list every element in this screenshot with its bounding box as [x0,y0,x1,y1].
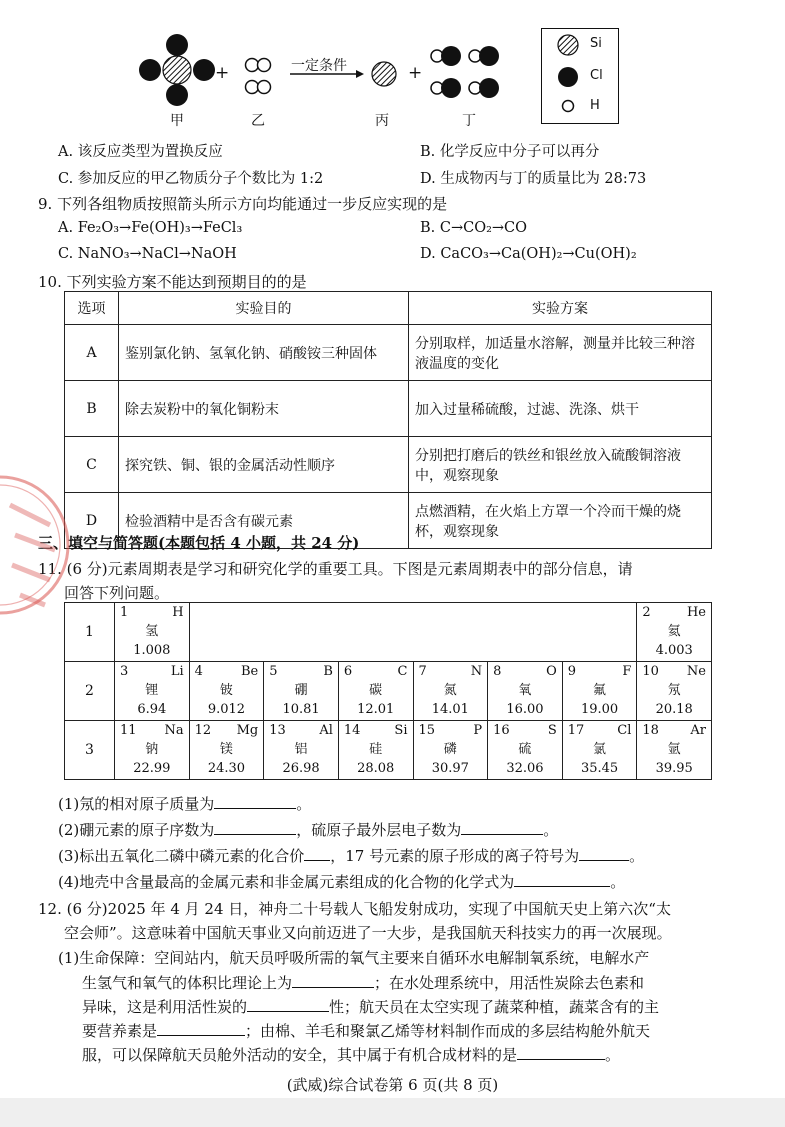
page-footer: (武威)综合试卷第 6 页(共 8 页) [286,1076,499,1094]
element-cell: 10 Ne 氖 20.18 [637,662,712,721]
q11-sub1: (1)氖的相对原子质量为 。 [58,795,312,813]
q8-option-d: D. 生成物丙与丁的质量比为 28:73 [420,171,647,187]
legend-cl-icon [558,67,578,87]
table-row [65,437,712,493]
viewer-bottom-bar [0,1098,785,1127]
row-option: A [65,325,119,381]
answer-blank[interactable] [247,997,329,1012]
element-cell: 15 P 磷 30.97 [413,721,488,780]
plus-sign-2: + [408,63,423,83]
period-number: 2 [65,662,115,721]
period-row-2 [65,662,712,721]
label-bing: 丙 [375,113,389,129]
answer-blank[interactable] [514,872,610,887]
q9-stem: 9. 下列各组物质按照箭头所示方向均能通过一步反应实现的是 [38,195,448,213]
row-purpose: 检验酒精中是否含有碳元素 [119,493,409,549]
answer-blank[interactable] [157,1021,245,1036]
header-option: 选项 [65,292,119,325]
answer-blank[interactable] [517,1045,605,1060]
element-cell: 3 Li 锂 6.94 [115,662,190,721]
q8-option-a: A. 该反应类型为置换反应 [58,144,223,160]
q9-option-d: D. CaCO₃→Ca(OH)₂→Cu(OH)₂ [420,246,637,262]
q12-line4: 生氢气和氧气的体积比理论上为 ；在水处理系统中，用活性炭除去色素和 [82,974,645,992]
row-option: B [65,381,119,437]
q11-sub2: (2)硼元素的原子序数为 ，硫原子最外层电子数为 。 [58,821,559,839]
row-plan: 分别把打磨后的铁丝和银丝放入硫酸铜溶液中，观察现象 [409,437,712,493]
answer-blank[interactable] [304,846,330,861]
element-cell: 7 N 氮 14.01 [413,662,488,721]
q11-stem-line1: 11. (6 分)元素周期表是学习和研究化学的重要工具。下图是元素周期表中的部分信息，请 [38,560,633,578]
answer-blank[interactable] [214,820,296,835]
q12-line6: 要营养素是 ；由棉、羊毛和聚氯乙烯等材料制作而成的多层结构舱外航天 [82,1022,651,1040]
period-row-1 [65,603,712,662]
element-cell: 4 Be 铍 9.012 [189,662,264,721]
molecule-ding [431,46,499,98]
element-cell: 6 C 碳 12.01 [338,662,413,721]
q12-line3: (1)生命保障：空间站内，航天员呼吸所需的氧气主要来自循环水电解制氧系统，电解水产 [58,949,650,967]
q8-option-c: C. 参加反应的甲乙物质分子个数比为 1:2 [58,171,324,187]
section3-title: 三、填空与简答题(本题包括 4 小题，共 24 分) [38,534,360,552]
molecule-bing [372,62,396,86]
element-cell: 2 He 氦 4.003 [637,603,712,662]
period-row-3 [65,721,712,780]
row-purpose: 探究铁、铜、银的金属活动性顺序 [119,437,409,493]
q9-option-b: B. C→CO₂→CO [420,220,528,236]
legend-cl-label: Cl [590,68,603,83]
molecule-jia [139,34,215,106]
label-yi: 乙 [251,113,265,129]
element-cell: 5 B 硼 10.81 [264,662,339,721]
row-purpose: 除去炭粉中的氧化铜粉末 [119,381,409,437]
row-option: C [65,437,119,493]
element-cell: 12 Mg 镁 24.30 [189,721,264,780]
q10-stem: 10. 下列实验方案不能达到预期目的的是 [38,273,307,291]
row-plan: 加入过量稀硫酸，过滤、洗涤、烘干 [409,381,712,437]
legend-si-label: Si [590,36,602,51]
element-cell: 14 Si 硅 28.08 [338,721,413,780]
element-cell: 1 H 氢 1.008 [115,603,190,662]
q12-line7: 服，可以保障航天员舱外活动的安全，其中属于有机合成材料的是 。 [82,1046,621,1064]
legend-h-label: H [590,98,600,113]
plus-sign-1: + [215,63,230,83]
row-purpose: 鉴别氯化钠、氢氧化钠、硝酸铵三种固体 [119,325,409,381]
answer-blank[interactable] [579,846,629,861]
answer-blank[interactable] [292,973,374,988]
label-jia: 甲 [170,113,184,129]
q12-line1: 12. (6 分)2025 年 4 月 24 日，神舟二十号载人飞船发射成功，实现了中国航天史上第六次“太 [38,900,671,918]
table-row [65,325,712,381]
element-cell: 11 Na 钠 22.99 [115,721,190,780]
legend-h-icon [563,101,574,112]
q8-option-b: B. 化学反应中分子可以再分 [420,144,600,160]
q9-option-c: C. NaNO₃→NaCl→NaOH [58,246,237,262]
element-cell: 13 Al 铝 26.98 [264,721,339,780]
period-number: 3 [65,721,115,780]
element-cell: 8 O 氧 16.00 [488,662,563,721]
molecule-yi [246,59,271,94]
q12-line2: 空会师”。这意味着中国航天事业又向前迈进了一大步，是我国航天科技实力的再一次展现。 [64,924,672,942]
label-ding: 丁 [462,113,476,129]
row-option: D [65,493,119,549]
q11-sub3: (3)标出五氧化二磷中磷元素的化合价 ，17 号元素的原子形成的离子符号为 。 [58,847,645,865]
period-number: 1 [65,603,115,662]
row-plan: 点燃酒精，在火焰上方罩一个冷而干燥的烧杯，观察现象 [409,493,712,549]
periodic-table [64,602,712,780]
q11-stem-line2: 回答下列问题。 [64,584,170,602]
element-cell: 9 F 氟 19.00 [562,662,637,721]
row-plan: 分别取样，加适量水溶解，测量并比较三种溶液温度的变化 [409,325,712,381]
q12-line5: 异味，这是利用活性炭的 性；航天员在太空实现了蔬菜种植，蔬菜含有的主 [82,998,660,1016]
element-cell: 17 Cl 氯 35.45 [562,721,637,780]
header-purpose: 实验目的 [119,292,409,325]
answer-blank[interactable] [214,794,296,809]
table-row [65,381,712,437]
arrow-label: 一定条件 [291,58,347,74]
atom-legend [541,28,619,124]
header-plan: 实验方案 [409,292,712,325]
q9-option-a: A. Fe₂O₃→Fe(OH)₃→FeCl₃ [58,220,243,236]
red-stamp-icon [0,455,80,635]
element-cell: 18 Ar 氩 39.95 [637,721,712,780]
legend-si-icon [558,35,578,55]
element-cell: 16 S 硫 32.06 [488,721,563,780]
answer-blank[interactable] [461,820,543,835]
experiment-table [64,291,712,549]
q11-sub4: (4)地壳中含量最高的金属元素和非金属元素组成的化合物的化学式为 。 [58,873,626,891]
